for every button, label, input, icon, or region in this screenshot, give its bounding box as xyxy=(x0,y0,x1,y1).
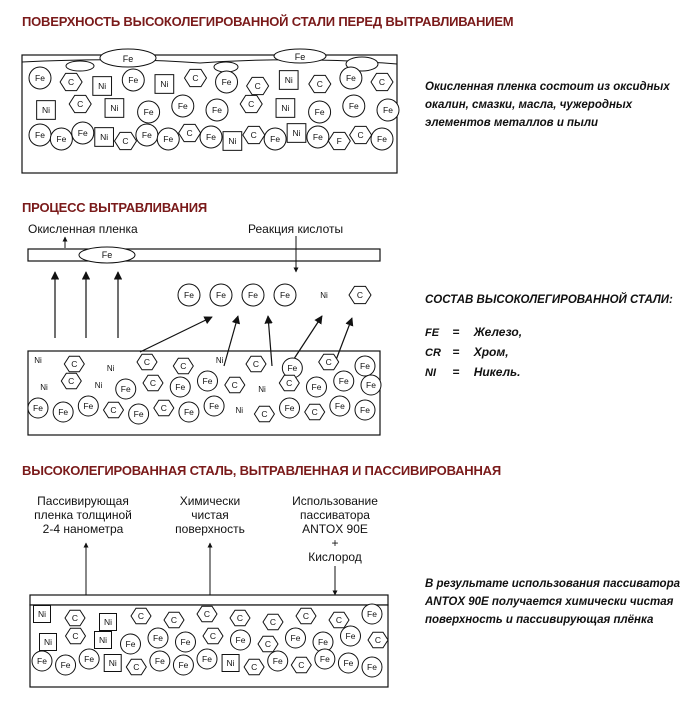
particle-label: Fe xyxy=(58,407,69,417)
ni-particle xyxy=(34,606,51,623)
c-particle xyxy=(179,124,201,141)
particle-label: Fe xyxy=(125,639,136,649)
fe-particle xyxy=(286,628,306,648)
particle-label: Fe xyxy=(209,401,220,411)
particle-label: Fe xyxy=(287,363,298,373)
particle-label: C xyxy=(203,609,211,619)
particle-label: Ni xyxy=(228,136,237,146)
fe-particle xyxy=(216,71,238,93)
c-particle xyxy=(368,632,388,648)
c-particle xyxy=(243,126,265,143)
particle-label: Fe xyxy=(216,290,226,300)
fe-particle xyxy=(121,634,141,654)
fe-particle xyxy=(274,284,296,306)
particle-label: Fe xyxy=(312,132,323,142)
ni-particle xyxy=(34,356,42,365)
particle-label: Fe xyxy=(272,656,283,666)
fe-particle xyxy=(116,379,136,399)
particle-label: C xyxy=(357,130,364,140)
fe-particle xyxy=(200,126,222,148)
note-line: поверхность и пассивирующая плёнка xyxy=(425,614,654,626)
c-particle xyxy=(61,373,81,389)
c-particle xyxy=(60,73,82,90)
particle-label: Fe xyxy=(178,660,189,670)
particle-label: C xyxy=(71,359,78,369)
particle-label: Ni xyxy=(106,364,115,373)
label-line: пленка толщиной xyxy=(34,508,132,522)
particle-label: C xyxy=(374,635,382,645)
c-particle xyxy=(319,354,339,370)
ni-particle xyxy=(93,77,112,96)
particle-label: C xyxy=(137,611,145,621)
c-particle xyxy=(246,356,266,372)
fe-particle xyxy=(176,632,196,652)
particle-label: Ni xyxy=(98,81,107,91)
passive-film-bar xyxy=(30,595,388,605)
fe-particle xyxy=(307,377,327,397)
particle-label: Fe xyxy=(377,134,387,144)
particle-label: Fe xyxy=(311,382,322,392)
released-ions xyxy=(178,284,371,306)
particle-label: C xyxy=(316,79,323,89)
fe-particle xyxy=(179,402,199,422)
fe-particle xyxy=(136,124,158,146)
note-line: окалин, смазки, масла, чужеродных xyxy=(425,99,633,111)
fe-particle xyxy=(178,284,200,306)
label-line: + xyxy=(331,536,339,550)
particle-label: Fe xyxy=(212,105,222,115)
note-line: элементов металлов и пыли xyxy=(425,117,599,129)
particle-label: C xyxy=(251,662,258,672)
particle-label: C xyxy=(254,81,261,91)
note-line: ANTOX 90E получается химически чистая xyxy=(425,596,674,608)
film-particle-label: Fe xyxy=(122,54,134,64)
fe-particle xyxy=(72,122,94,144)
particle-label: C xyxy=(248,99,255,109)
particle-label: C xyxy=(302,611,310,621)
particle-label: Ni xyxy=(41,105,51,115)
particle-label: Fe xyxy=(367,609,377,619)
film-particle-label: Fe xyxy=(294,52,306,62)
particle-label: C xyxy=(236,613,244,623)
particle-label: Fe xyxy=(120,384,131,394)
particle-label: C xyxy=(143,357,151,367)
label-line: Химически xyxy=(179,494,241,508)
c-particle xyxy=(291,657,311,673)
particle-label: Fe xyxy=(143,107,154,117)
c-particle xyxy=(328,132,350,149)
particle-label: C xyxy=(122,136,129,146)
c-particle xyxy=(197,606,217,622)
ni-particle xyxy=(223,132,242,151)
fe-particle xyxy=(361,375,381,395)
c-particle xyxy=(173,358,193,374)
composition-title: СОСТАВ ВЫСОКОЛЕГИРОВАННОЙ СТАЛИ: xyxy=(425,294,673,306)
particle-label: Fe xyxy=(345,73,356,83)
legend-symbol: FE xyxy=(425,327,440,339)
legend-name: Никель. xyxy=(473,365,521,379)
c-particle xyxy=(230,610,250,626)
particle-label: Fe xyxy=(56,134,67,144)
particle-label: C xyxy=(170,615,178,625)
section2-particles xyxy=(28,354,381,424)
ni-particle xyxy=(37,101,56,120)
particle-label: Fe xyxy=(37,656,47,666)
label-acid-reaction: Реакция кислоты xyxy=(248,222,344,236)
fe-particle xyxy=(309,101,331,123)
label-line: Использование xyxy=(292,494,378,508)
particle-label: Ni xyxy=(40,383,48,392)
fe-particle xyxy=(79,649,99,669)
fe-particle xyxy=(150,651,170,671)
particle-label: Ni xyxy=(160,79,169,89)
particle-label: C xyxy=(298,660,305,670)
fe-particle xyxy=(28,398,48,418)
particle-label: Fe xyxy=(141,130,152,140)
particle-label: Ni xyxy=(98,635,108,645)
fe-particle xyxy=(29,124,51,146)
fe-particle xyxy=(206,99,228,121)
note-line: В результате использования пассиватора xyxy=(425,578,680,590)
fe-particle xyxy=(157,128,179,150)
particle-label: Fe xyxy=(383,105,393,115)
particle-label: Fe xyxy=(177,101,188,111)
particle-label: Fe xyxy=(360,405,370,415)
fe-particle xyxy=(231,630,251,650)
ni-particle xyxy=(276,99,295,118)
particle-label: C xyxy=(133,662,140,672)
fe-particle xyxy=(268,651,288,671)
particle-label: Fe xyxy=(77,128,88,138)
label-line: ANTOX 90E xyxy=(302,522,368,536)
particle-label: Fe xyxy=(180,637,191,647)
fe-particle xyxy=(264,128,286,150)
c-particle xyxy=(185,69,207,86)
fe-particle xyxy=(362,604,382,624)
fe-particle xyxy=(341,626,361,646)
particle-label: C xyxy=(68,376,75,386)
c-particle xyxy=(126,659,146,675)
fe-particle xyxy=(334,371,354,391)
particle-label: Fe xyxy=(284,403,295,413)
dissolve-arrow xyxy=(224,316,238,366)
particle-label: Ni xyxy=(108,658,117,668)
ni-particle xyxy=(216,356,224,365)
particle-label: Fe xyxy=(366,380,376,390)
particle-label: Fe xyxy=(163,134,174,144)
particle-label: Ni xyxy=(215,356,224,365)
fe-particle xyxy=(340,67,362,89)
c-particle xyxy=(154,400,174,416)
particle-label: C xyxy=(68,77,75,87)
particle-label: Ni xyxy=(284,75,293,85)
ni-particle xyxy=(40,383,48,392)
ni-particle xyxy=(279,71,298,90)
ni-particle xyxy=(155,75,174,94)
particle-label: C xyxy=(71,613,79,623)
particle-label: Fe xyxy=(360,361,370,371)
fe-particle xyxy=(355,356,375,376)
fe-particle xyxy=(197,649,217,669)
ni-particle xyxy=(258,385,266,394)
particle-label: C xyxy=(72,631,79,641)
particle-label: C xyxy=(250,130,257,140)
ni-particle xyxy=(95,381,103,390)
legend-name: Хром, xyxy=(473,345,509,359)
label-line: Пассивирующая xyxy=(37,494,129,508)
particle-label: Ni xyxy=(258,385,266,394)
fe-particle xyxy=(50,128,72,150)
particle-label: C xyxy=(186,128,193,138)
particle-label: C xyxy=(252,359,260,369)
c-particle xyxy=(64,356,84,372)
fe-particle xyxy=(29,67,51,89)
label-line: пассиватора xyxy=(300,508,370,522)
ni-particle xyxy=(104,655,121,672)
c-particle xyxy=(164,612,184,628)
fe-particle xyxy=(315,649,335,669)
particle-label: C xyxy=(192,73,199,83)
particle-label: C xyxy=(335,615,343,625)
fe-particle xyxy=(122,69,144,91)
particle-label: Fe xyxy=(334,401,345,411)
fe-particle xyxy=(148,628,168,648)
particle-label: Fe xyxy=(35,73,45,83)
c-particle xyxy=(66,628,86,644)
fe-particle xyxy=(280,398,300,418)
particle-label: Fe xyxy=(83,401,94,411)
particle-label: C xyxy=(269,617,277,627)
particle-label: Fe xyxy=(343,658,354,668)
c-particle xyxy=(203,628,223,644)
label-line: чистая xyxy=(191,508,229,522)
particle-label: Fe xyxy=(280,290,290,300)
fe-particle xyxy=(371,128,393,150)
particle-label: Ni xyxy=(43,637,53,647)
fe-particle xyxy=(170,377,190,397)
c-particle xyxy=(263,614,283,630)
particle-label: C xyxy=(264,639,272,649)
dissolve-arrow xyxy=(336,318,352,360)
c-particle xyxy=(349,286,371,303)
particle-label: Fe xyxy=(206,132,216,142)
c-particle xyxy=(371,73,393,90)
particle-label: C xyxy=(325,357,332,367)
section3-title: ВЫСОКОЛЕГИРОВАННАЯ СТАЛЬ, ВЫТРАВЛЕННАЯ И ПАССИВИРОВАННАЯ xyxy=(22,463,502,478)
particle-label: Ni xyxy=(94,381,103,390)
particle-label: Fe xyxy=(133,409,144,419)
particle-label: Ni xyxy=(320,291,328,300)
c-particle xyxy=(329,612,349,628)
fe-particle xyxy=(198,371,218,391)
particle-label: C xyxy=(180,361,187,371)
fe-particle xyxy=(343,95,365,117)
particle-label: Ni xyxy=(110,103,119,113)
c-particle xyxy=(143,375,163,391)
section2-title: ПРОЦЕСС ВЫТРАВЛИВАНИЯ xyxy=(22,200,208,215)
particle-label: Ni xyxy=(235,406,244,415)
ni-particle xyxy=(105,99,124,118)
fe-particle xyxy=(56,655,76,675)
film-particle-label: Fe xyxy=(101,250,113,260)
c-particle xyxy=(225,377,245,393)
particle-label: C xyxy=(160,403,167,413)
particle-label: Fe xyxy=(33,403,43,413)
ni-particle xyxy=(320,291,328,300)
particle-label: Fe xyxy=(290,633,301,643)
fe-particle xyxy=(53,402,73,422)
c-particle xyxy=(309,75,331,92)
c-particle xyxy=(65,610,85,626)
section1-title: ПОВЕРХНОСТЬ ВЫСОКОЛЕГИРОВАННОЙ СТАЛИ ПЕРЕД ВЫТРАВЛИВАНИЕМ xyxy=(22,14,514,29)
note-line: Окисленная пленка состоит из оксидных xyxy=(425,81,670,93)
particle-label: C xyxy=(286,378,293,388)
dissolve-arrow xyxy=(268,316,272,366)
c-particle xyxy=(104,402,124,418)
particle-label: Ni xyxy=(281,103,290,113)
c-particle xyxy=(258,636,278,652)
fe-particle xyxy=(338,653,358,673)
ni-particle xyxy=(222,655,239,672)
particle-label: Fe xyxy=(319,654,330,664)
particle-label: Fe xyxy=(314,107,325,117)
c-particle xyxy=(137,354,157,370)
particle-label: Fe xyxy=(235,635,246,645)
fe-particle xyxy=(362,657,382,677)
ni-particle xyxy=(40,634,57,651)
dust-particle xyxy=(214,62,238,72)
particle-label: C xyxy=(77,99,84,109)
particle-label: Ni xyxy=(103,617,113,627)
ni-particle xyxy=(107,364,115,373)
fe-particle xyxy=(173,655,193,675)
c-particle xyxy=(254,406,274,422)
fe-particle xyxy=(242,284,264,306)
c-particle xyxy=(244,659,264,675)
c-particle xyxy=(296,608,316,624)
label-line: 2-4 нанометра xyxy=(42,522,124,536)
particle-label: Fe xyxy=(183,407,194,417)
c-particle xyxy=(131,608,151,624)
fe-particle xyxy=(210,284,232,306)
ni-particle xyxy=(100,614,117,631)
label-oxide-film: Окисленная пленка xyxy=(28,222,138,236)
particle-label: Fe xyxy=(84,654,95,664)
label-line: поверхность xyxy=(175,522,245,536)
legend-symbol: NI xyxy=(425,367,436,379)
c-particle xyxy=(115,132,137,149)
ni-particle xyxy=(95,632,112,649)
particle-label: Fe xyxy=(154,656,165,666)
c-particle xyxy=(279,375,299,391)
fe-particle xyxy=(129,404,149,424)
fe-particle xyxy=(138,101,160,123)
particle-label: Fe xyxy=(367,662,377,672)
legend-equals: = xyxy=(452,345,460,359)
fe-particle xyxy=(307,126,329,148)
ni-particle xyxy=(235,406,243,415)
particle-label: Ni xyxy=(37,609,47,619)
particle-label: Fe xyxy=(221,77,232,87)
legend-equals: = xyxy=(452,325,460,339)
particle-label: Fe xyxy=(248,290,258,300)
particle-label: C xyxy=(311,407,318,417)
particle-label: Ni xyxy=(100,132,109,142)
fe-particle xyxy=(355,400,375,420)
c-particle xyxy=(247,77,269,94)
particle-label: Fe xyxy=(345,631,356,641)
c-particle xyxy=(69,95,91,112)
ni-particle xyxy=(287,124,306,143)
particle-label: Fe xyxy=(175,382,186,392)
dissolve-arrow xyxy=(140,317,212,352)
fe-particle xyxy=(78,396,98,416)
legend-equals: = xyxy=(452,365,460,379)
legend-symbol: CR xyxy=(425,347,441,359)
particle-label: Fe xyxy=(35,130,45,140)
particle-label: Fe xyxy=(153,633,163,643)
particle-label: C xyxy=(110,405,117,415)
particle-label: Fe xyxy=(318,637,328,647)
particle-label: Fe xyxy=(128,75,139,85)
dust-particle xyxy=(66,61,94,71)
particle-label: Ni xyxy=(34,356,42,365)
particle-label: C xyxy=(149,378,157,388)
c-particle xyxy=(240,95,262,112)
particle-label: Fe xyxy=(202,376,213,386)
ni-particle xyxy=(95,128,114,147)
fe-particle xyxy=(204,396,224,416)
fe-particle xyxy=(377,99,399,121)
particle-label: C xyxy=(261,409,268,419)
particle-label: C xyxy=(209,631,217,641)
fe-particle xyxy=(172,95,194,117)
particle-label: Fe xyxy=(202,654,212,664)
particle-label: F xyxy=(336,136,342,146)
particle-label: Fe xyxy=(184,290,194,300)
particle-label: C xyxy=(231,380,238,390)
legend-name: Железо, xyxy=(473,325,523,339)
c-particle xyxy=(305,404,325,420)
particle-label: Fe xyxy=(60,660,71,670)
particle-label: Fe xyxy=(348,101,359,111)
particle-label: C xyxy=(356,290,364,300)
c-particle xyxy=(350,126,372,143)
particle-label: Ni xyxy=(292,128,301,138)
particle-label: Ni xyxy=(226,658,235,668)
label-line: Кислород xyxy=(308,550,362,564)
fe-particle xyxy=(32,651,52,671)
particle-label: Fe xyxy=(270,134,281,144)
particle-label: Fe xyxy=(338,376,349,386)
particle-label: C xyxy=(378,77,386,87)
fe-particle xyxy=(330,396,350,416)
